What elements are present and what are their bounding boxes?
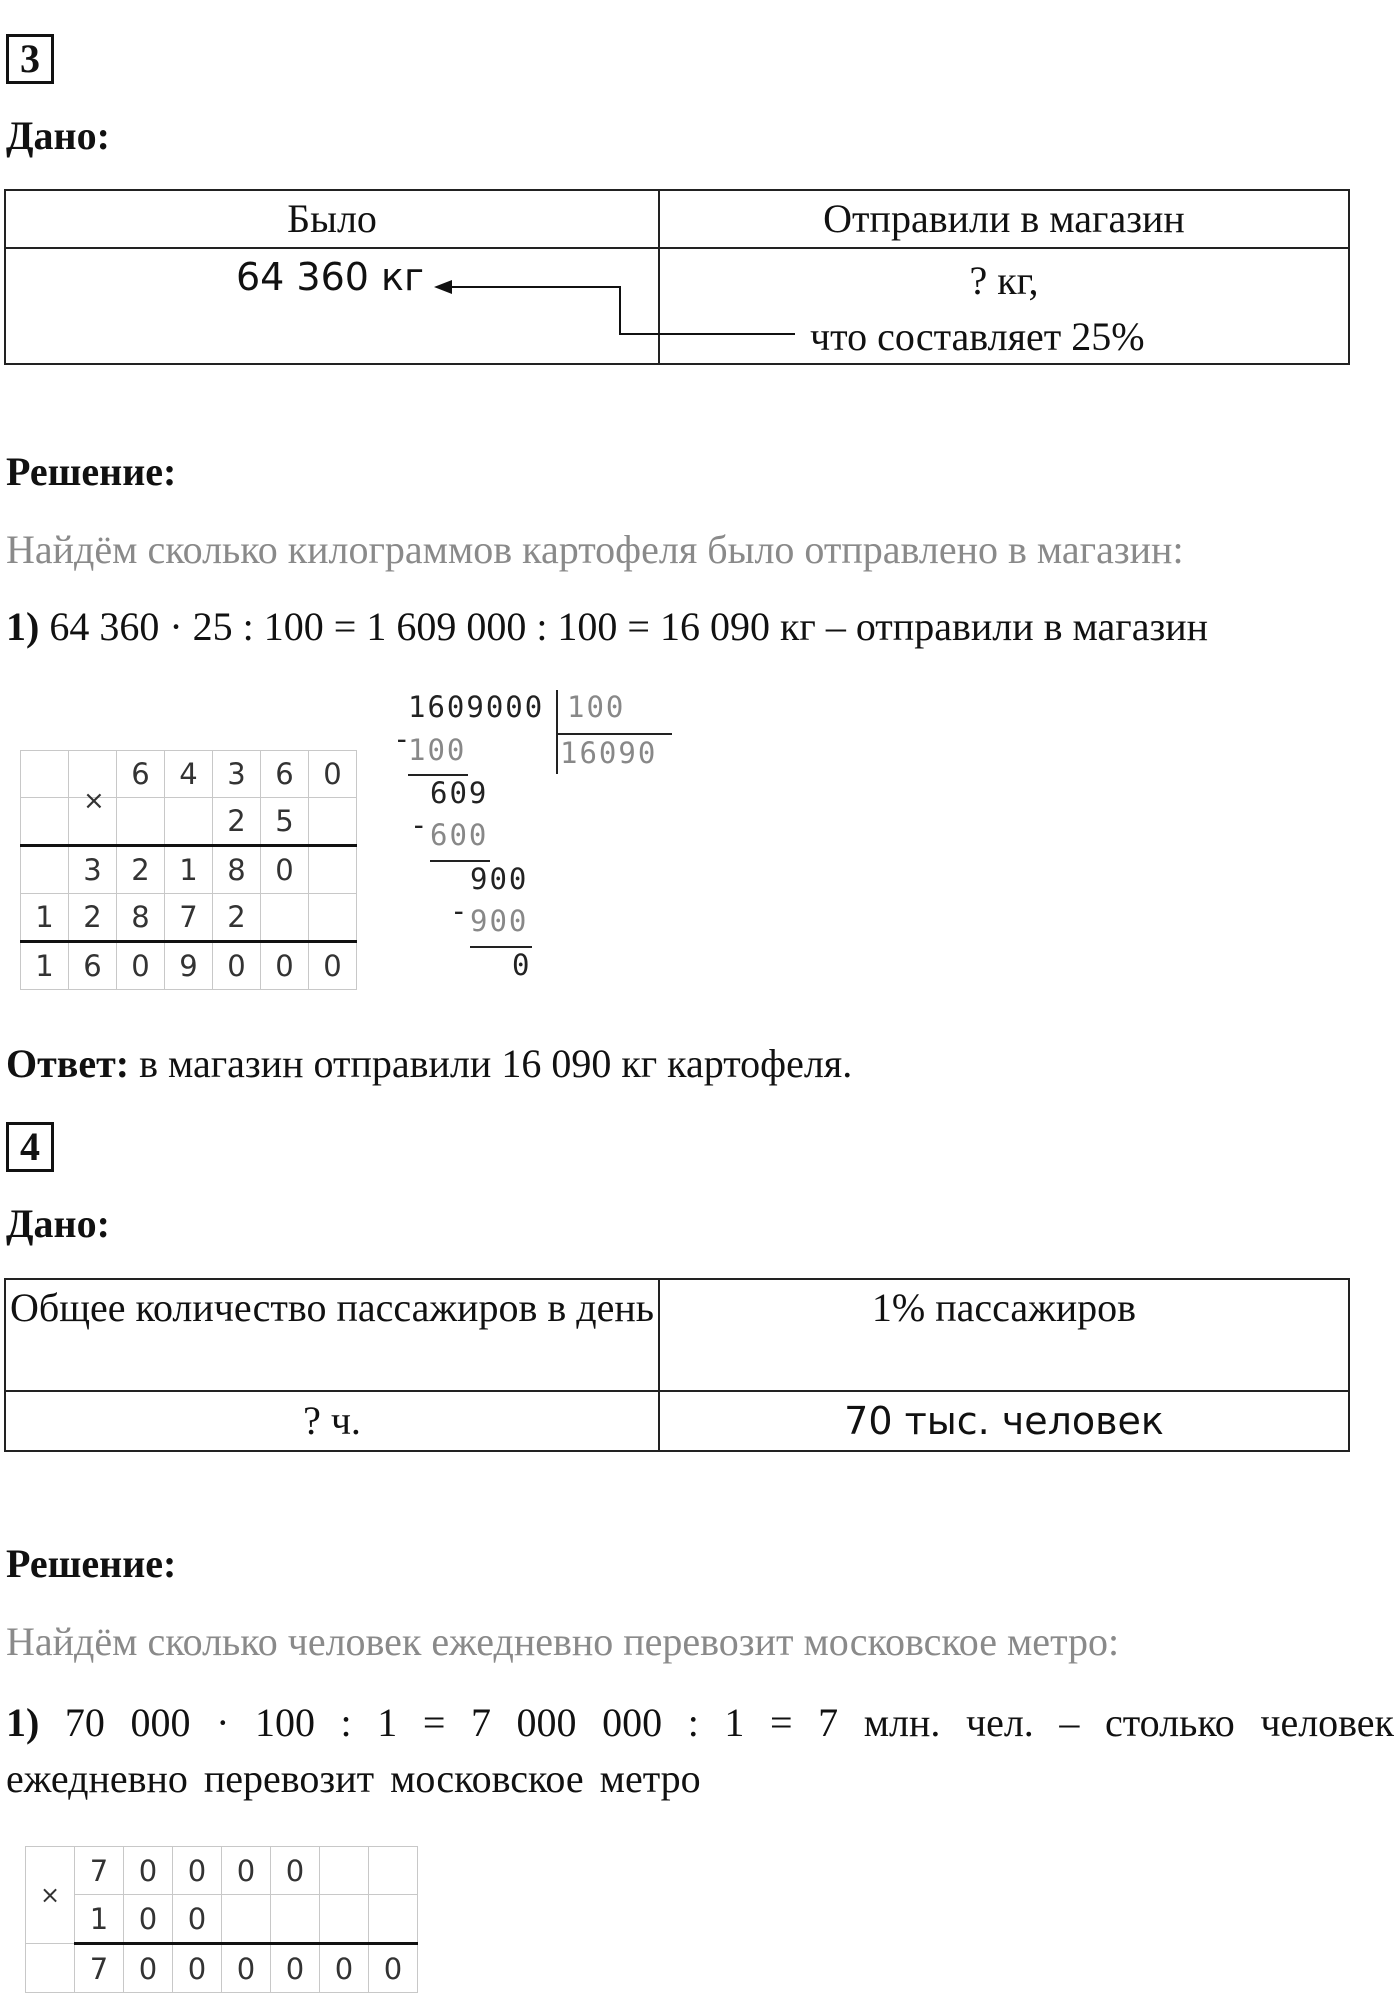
multiplication-grid [20, 750, 357, 990]
grid-cell: 2 [213, 798, 261, 846]
division-vertical-line [556, 690, 558, 774]
grid-cell: 0 [261, 846, 309, 894]
cell-total-unknown: ? ч. [5, 1391, 659, 1451]
division-step-4: 900 [470, 862, 529, 896]
grid-cell: 0 [173, 1895, 222, 1944]
division-remainder: 0 [512, 948, 532, 982]
grid-cell: 0 [173, 1847, 222, 1895]
grid-row [26, 1944, 418, 1993]
grid-cell: 2 [69, 894, 117, 942]
division-step-5: 900 [470, 904, 529, 938]
sent-line2: что составляет 25% [810, 314, 1145, 359]
grid-cell: 3 [213, 751, 261, 798]
grid-cell: 7 [75, 1847, 124, 1895]
header-sent: Отправили в магазин [659, 190, 1349, 248]
grid-cell: 6 [261, 751, 309, 798]
cell-one-percent-value: 70 тыс. человек [659, 1391, 1349, 1451]
task-number-4: 4 [6, 1122, 54, 1172]
grid-cell: 1 [165, 846, 213, 894]
grid-cell: 7 [75, 1944, 124, 1993]
grid-cell: 5 [261, 798, 309, 846]
solution-step-1 [6, 603, 1208, 650]
sent-line1: ? кг, [969, 258, 1039, 303]
grid-cell [222, 1895, 271, 1944]
header-total-passengers: Общее количество пассажиров в день [5, 1279, 659, 1391]
grid-cell: 0 [309, 942, 357, 990]
grid-cell [309, 894, 357, 942]
grid-cell: 0 [124, 1895, 173, 1944]
grid-row [21, 798, 357, 846]
grid-cell [320, 1847, 369, 1895]
grid-cell [26, 1944, 75, 1993]
division-step-3: 600 [430, 818, 489, 852]
solution-heading: Решение: [6, 449, 177, 494]
division-quotient-line [556, 733, 672, 735]
grid-cell: 0 [124, 1944, 173, 1993]
solution-intro-4: Найдём сколько человек ежедневно перевозит московское метро: [6, 1619, 1120, 1664]
grid-cell: 0 [320, 1944, 369, 1993]
grid-cell: 0 [222, 1847, 271, 1895]
given-heading: Дано: [6, 113, 110, 158]
multiply-sign: × [83, 786, 105, 816]
grid-cell: 1 [75, 1895, 124, 1944]
grid-cell: 0 [124, 1847, 173, 1895]
grid-cell [21, 751, 69, 798]
grid-row [26, 1895, 418, 1944]
solution-intro: Найдём сколько килограммов картофеля было отправлено в магазин: [6, 527, 1184, 572]
division-step-1: 100 [408, 733, 467, 767]
division-minus-3: - [450, 894, 470, 928]
answer-label: Ответ: [6, 1041, 130, 1086]
grid-cell: 0 [369, 1944, 418, 1993]
grid-cell: 9 [165, 942, 213, 990]
answer-line [6, 1040, 852, 1087]
grid-row [21, 894, 357, 942]
grid-cell [320, 1895, 369, 1944]
grid-cell: 1 [21, 942, 69, 990]
grid-cell: 0 [173, 1944, 222, 1993]
step-number-4: 1) [6, 1700, 40, 1745]
grid-cell: 8 [117, 894, 165, 942]
grid-cell [369, 1895, 418, 1944]
grid-cell [21, 798, 69, 846]
grid-cell: 0 [213, 942, 261, 990]
grid-cell: 4 [165, 751, 213, 798]
grid-cell: 8 [213, 846, 261, 894]
grid-cell: 3 [69, 846, 117, 894]
grid-cell: 2 [213, 894, 261, 942]
division-dividend: 1609000 [408, 690, 545, 724]
grid-cell [165, 798, 213, 846]
step-expression-4: 70 000 · 100 : 1 = 7 000 000 : 1 = 7 млн. чел. – столько человек ежедневно перевозит московское метро [6, 1700, 1394, 1801]
grid-cell [369, 1847, 418, 1895]
grid-row [21, 751, 357, 798]
given-heading-4: Дано: [6, 1201, 110, 1246]
solution-step-4-1 [6, 1695, 1394, 1807]
grid-cell [261, 894, 309, 942]
division-divisor: 100 [567, 690, 626, 724]
grid-cell: 6 [69, 942, 117, 990]
answer-text: в магазин отправили 16 090 кг картофеля. [129, 1041, 853, 1086]
grid-cell: 6 [117, 751, 165, 798]
grid-cell: 0 [117, 942, 165, 990]
grid-cell: × [26, 1847, 75, 1944]
grid-cell [309, 798, 357, 846]
grid-cell: 0 [271, 1944, 320, 1993]
grid-cell: 7 [165, 894, 213, 942]
division-minus-1: - [393, 722, 413, 756]
multiplication-grid-4 [25, 1846, 418, 1993]
grid-cell: 2 [117, 846, 165, 894]
grid-cell: 0 [222, 1944, 271, 1993]
task-number-3: 3 [6, 34, 54, 84]
division-quotient: 16090 [560, 736, 658, 770]
division-minus-2: - [410, 808, 430, 842]
grid-cell: 0 [261, 942, 309, 990]
header-one-percent: 1% пассажиров [659, 1279, 1349, 1391]
grid-cell: 0 [271, 1847, 320, 1895]
grid-cell [117, 798, 165, 846]
grid-row [26, 1847, 418, 1895]
grid-cell: 1 [21, 894, 69, 942]
was-value: 64 360 кг [236, 255, 424, 299]
grid-cell: 0 [309, 751, 357, 798]
step-expression: 64 360 · 25 : 100 = 1 609 000 : 100 = 16 090 кг – отправили в магазин [39, 604, 1209, 649]
grid-row [21, 942, 357, 990]
reference-arrow [430, 270, 810, 350]
grid-cell [309, 846, 357, 894]
given-table-4 [4, 1278, 1350, 1452]
grid-cell [271, 1895, 320, 1944]
grid-cell [21, 846, 69, 894]
step-number: 1) [6, 604, 40, 649]
division-step-2: 609 [430, 776, 489, 810]
solution-heading-4: Решение: [6, 1541, 177, 1586]
header-was: Было [5, 190, 659, 248]
grid-row [21, 846, 357, 894]
